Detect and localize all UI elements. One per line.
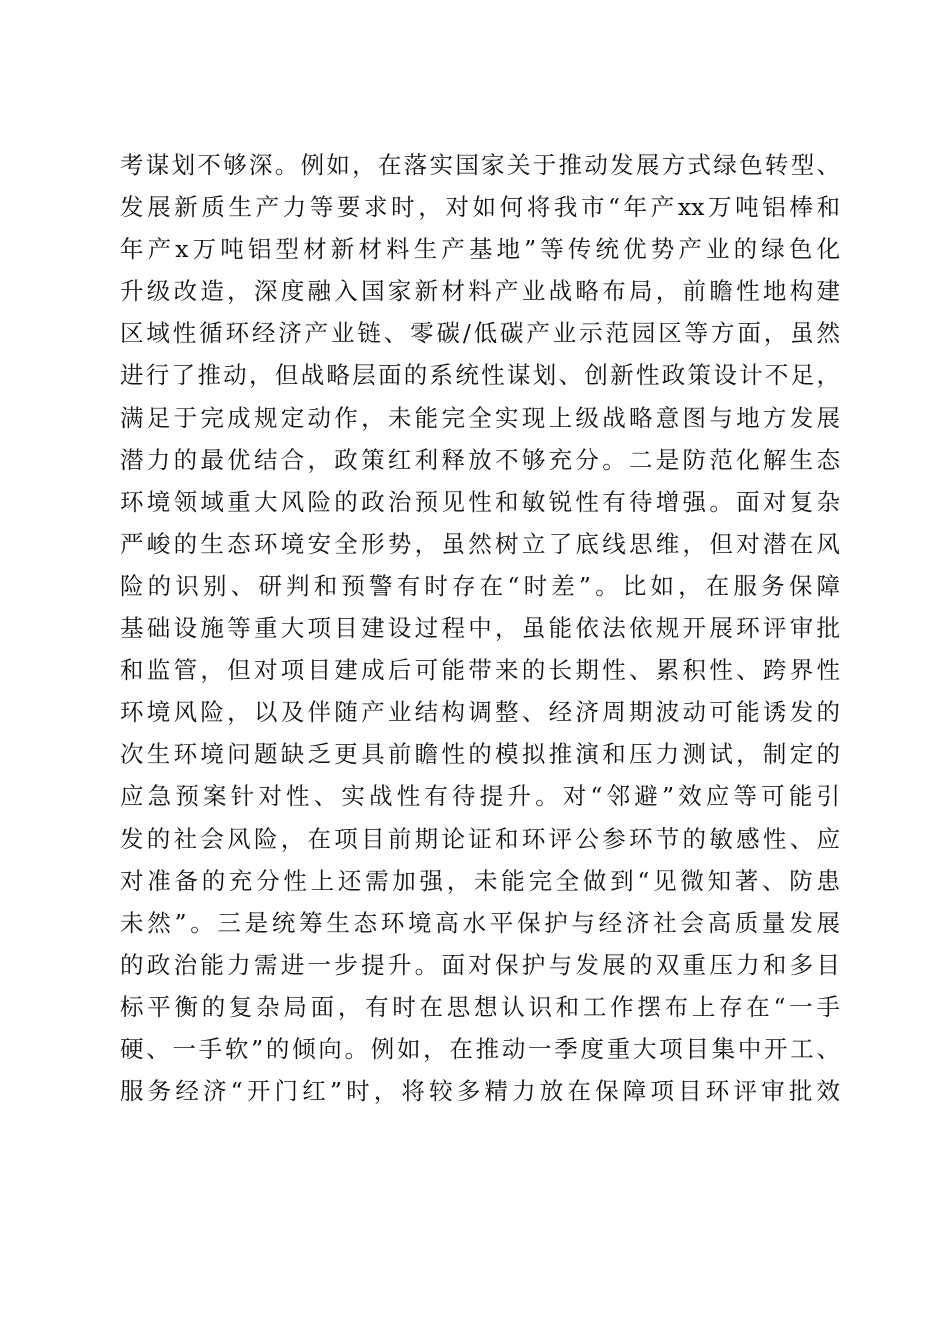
text-line: 潜力的最优结合，政策红利释放不够充分。二是防范化解生态 bbox=[120, 445, 840, 474]
text-line: 满足于完成规定动作，未能完全实现上级战略意图与地方发展 bbox=[120, 403, 840, 432]
text-line: 的政治能力需进一步提升。面对保护与发展的双重压力和多目 bbox=[120, 950, 840, 979]
text-line: 标平衡的复杂局面，有时在思想认识和工作摆布上存在“一手 bbox=[120, 992, 840, 1021]
text-line: 进行了推动，但战略层面的系统性谋划、创新性政策设计不足， bbox=[120, 361, 840, 390]
text-line: 升级改造，深度融入国家新材料产业战略布局，前瞻性地构建 bbox=[120, 277, 840, 306]
text-line: 应急预案针对性、实战性有待提升。对“邻避”效应等可能引 bbox=[120, 782, 840, 811]
body-text bbox=[120, 144, 840, 1112]
text-line: 服务经济“开门红”时，将较多精力放在保障项目环评审批效 bbox=[120, 1077, 840, 1106]
text-line: 区域性循环经济产业链、零碳/低碳产业示范园区等方面，虽然 bbox=[120, 319, 840, 348]
text-line: 和监管，但对项目建成后可能带来的长期性、累积性、跨界性 bbox=[120, 656, 840, 685]
text-line: 硬、一手软”的倾向。例如，在推动一季度重大项目集中开工、 bbox=[120, 1034, 840, 1063]
text-line: 考谋划不够深。例如，在落实国家关于推动发展方式绿色转型、 bbox=[120, 151, 840, 179]
text-line: 次生环境问题缺乏更具前瞻性的模拟推演和压力测试，制定的 bbox=[120, 740, 840, 769]
text-line: 环境风险，以及伴随产业结构调整、经济周期波动可能诱发的 bbox=[120, 698, 840, 727]
text-line: 发展新质生产力等要求时，对如何将我市“年产xx万吨铝棒和 bbox=[120, 193, 840, 222]
text-line: 险的识别、研判和预警有时存在“时差”。比如，在服务保障 bbox=[120, 571, 840, 600]
text-line: 未然”。三是统筹生态环境高水平保护与经济社会高质量发展 bbox=[120, 908, 840, 937]
text-line: 基础设施等重大项目建设过程中，虽能依法依规开展环评审批 bbox=[120, 614, 840, 643]
text-line: 环境领域重大风险的政治预见性和敏锐性有待增强。面对复杂 bbox=[120, 487, 840, 516]
text-line: 严峻的生态环境安全形势，虽然树立了底线思维，但对潜在风 bbox=[120, 529, 840, 558]
text-line: 年产x万吨铝型材新材料生产基地”等传统优势产业的绿色化 bbox=[120, 235, 840, 264]
text-line: 对准备的充分性上还需加强，未能完全做到“见微知著、防患 bbox=[120, 866, 840, 895]
text-line: 发的社会风险，在项目前期论证和环评公参环节的敏感性、应 bbox=[120, 824, 840, 853]
